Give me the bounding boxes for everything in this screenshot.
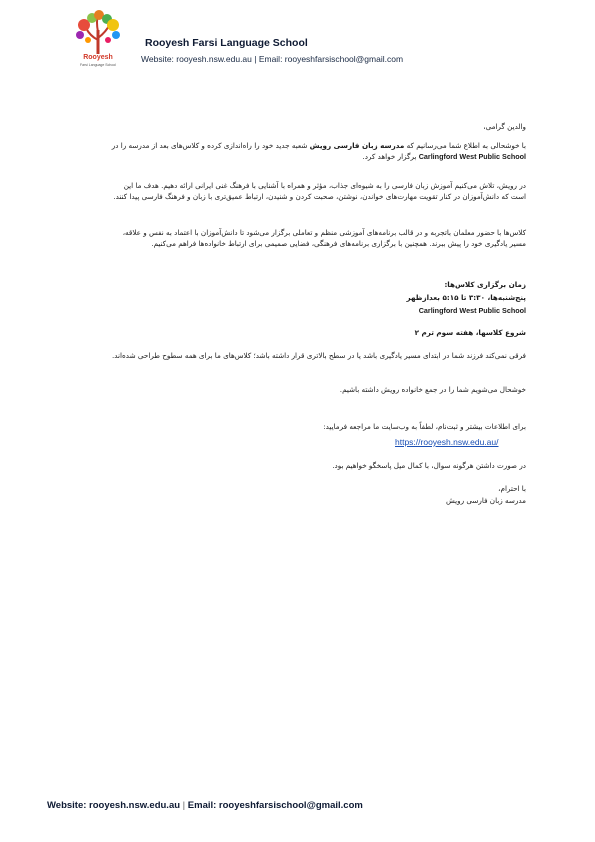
schedule-title: زمان برگزاری کلاس‌ها: — [444, 280, 526, 289]
footer-separator: | — [182, 800, 186, 811]
paragraph-mission: در رویش، تلاش می‌کنیم آموزش زبان فارسی را به شیوه‌ای جذاب، مؤثر و همراه با آشنایی با فرهنگ غنی ایرانی ارائه دهیم. هدف ما این است که دانش‌آموزان در کنار تقویت مهارت‌های خواندن، نوشتن، صحبت کردن و شنیدن، ارتباط عمیق‌تری با زبان و فرهنگ فارسی پیدا کنند. — [113, 181, 526, 201]
closing: با احترام، — [498, 484, 526, 493]
footer-contact — [47, 800, 363, 811]
paragraph-questions: در صورت داشتن هرگونه سوال، با کمال میل پاسخگو خواهیم بود. — [332, 461, 526, 470]
logo-subtitle: Farsi Language School — [80, 63, 116, 67]
rooyesh-tree-logo-icon — [68, 10, 128, 56]
intro-text-a: با خوشحالی به اطلاع شما می‌رسانیم که — [404, 141, 526, 150]
intro-text-c: برگزار خواهد کرد. — [362, 152, 419, 161]
signature: مدرسه زبان فارسی رویش — [446, 496, 526, 505]
paragraph-intro — [108, 140, 526, 162]
logo-name: Rooyesh — [83, 54, 113, 61]
paragraph-classes: کلاس‌ها با حضور معلمان باتجربه و در قالب برنامه‌های آموزشی منظم و تعاملی برگزار می‌شود تا دانش‌آموزان با اعتماد به نفس و علاقه، مسیر یادگیری خود را پیش ببرند. همچنین با برگزاری برنامه‌های فرهنگی، فضایی صمیمی برای ارتباط خانواده‌ها فراهم می‌کنیم. — [122, 228, 526, 248]
schedule-time: پنج‌شنبه‌ها، ۳:۳۰ تا ۵:۱۵ بعدازظهر — [406, 293, 526, 302]
header-contact: Website: rooyesh.nsw.edu.au | Email: rooyeshfarsischool@gmail.com — [141, 54, 404, 64]
footer-email: Email: rooyeshfarsischool@gmail.com — [187, 800, 363, 811]
greeting: والدین گرامی، — [483, 122, 526, 131]
website-link[interactable]: https://rooyesh.nsw.edu.au/ — [395, 437, 499, 447]
footer-website: Website: rooyesh.nsw.edu.au — [47, 800, 181, 811]
paragraph-welcome: خوشحال می‌شویم شما را در جمع خانواده رویش داشته باشیم. — [339, 385, 526, 394]
school-name-fa: مدرسه زبان فارسی رویش — [309, 141, 405, 150]
host-school: Carlingford West Public School — [418, 152, 526, 161]
intro-text-b: شعبه جدید خود را راه‌اندازی کرده و کلاس‌های بعد از مدرسه را در — [111, 141, 310, 150]
school-logo — [68, 10, 128, 68]
schedule-place: Carlingford West Public School — [418, 306, 526, 315]
term-start: شروع کلاسها، هفته سوم ترم ۲ — [414, 328, 526, 337]
paragraph-levels: فرقی نمی‌کند فرزند شما در ابتدای مسیر یادگیری باشد یا در سطح بالاتری قرار داشته باشد؛ کلاس‌های ما برای همه سطوح طراحی شده‌اند. — [111, 351, 526, 360]
paragraph-more-info: برای اطلاعات بیشتر و ثبت‌نام، لطفاً به وب‌سایت ما مراجعه فرمایید: — [323, 422, 526, 431]
school-name: Rooyesh Farsi Language School — [145, 37, 308, 49]
